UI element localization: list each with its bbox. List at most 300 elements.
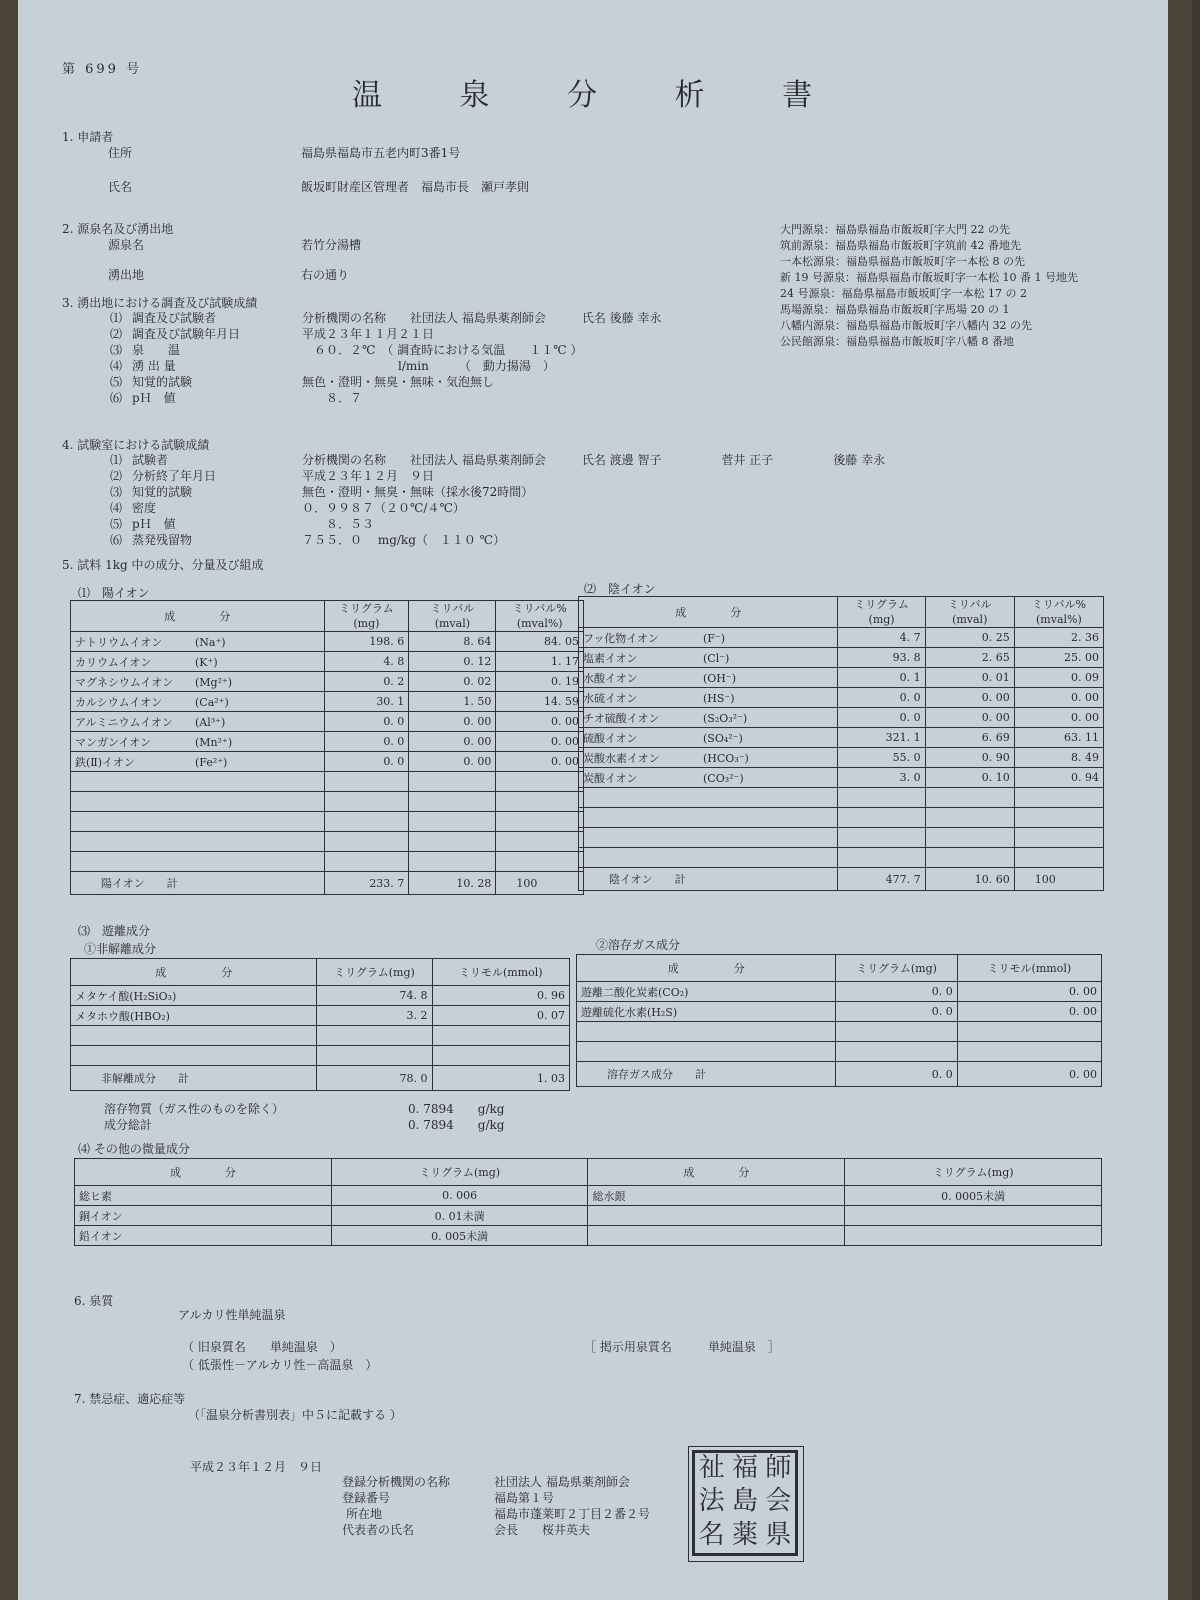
cation-mg: 30. 1 [324, 692, 409, 712]
anion-empty-cell [1014, 848, 1103, 868]
seal-character: 薬 [731, 1519, 758, 1550]
s3-row-label: pＨ 値 [132, 391, 176, 405]
anion-empty-cell [838, 848, 925, 868]
cation-pct: 0. 00 [496, 732, 584, 752]
s4-row-number: ⑴ [110, 453, 123, 467]
s4-row [110, 468, 885, 484]
cation-pct: 84. 05 [496, 632, 584, 652]
s7-text: （「温泉分析書別表」中５に記載する ） [188, 1408, 402, 1422]
s4-row-number: ⑸ [110, 517, 123, 531]
gas-mmol: 0. 00 [957, 982, 1101, 1002]
cation-formula: (Ca²⁺) [195, 695, 229, 709]
cation-pct: 0. 00 [496, 752, 584, 772]
anion-mval: 0. 00 [925, 708, 1014, 728]
s4-row-value: ７５５．０ mg/kg（ １１０ ℃） [302, 533, 506, 547]
s4-row [110, 516, 885, 532]
anion-name-cell [579, 648, 838, 668]
anion-header-row [579, 597, 1104, 628]
s3-row-number: ⑴ [110, 311, 123, 325]
anion-name: フッ化物イオン [583, 631, 659, 645]
cation-row [71, 652, 584, 672]
s2-location-label: 湧出地 [108, 268, 145, 282]
cation-pct: 0. 19 [496, 672, 584, 692]
anion-mg: 0. 1 [838, 668, 925, 688]
anion-empty-cell [1014, 808, 1103, 828]
nondissociated-name-cell [71, 1006, 317, 1026]
cation-pct: 0. 00 [496, 712, 584, 732]
trace-name: 総ヒ素 [75, 1186, 332, 1206]
anion-empty-cell [1014, 788, 1103, 808]
s3-row [110, 374, 661, 390]
old-quality-name: （ 旧泉質名 単純温泉 ） [182, 1340, 342, 1354]
anion-name-cell [579, 708, 838, 728]
nondissociated-header-cell: 成 分 [71, 959, 317, 986]
cation-total-mval: 10. 28 [409, 872, 496, 895]
s2-source: 若竹分湯槽 [301, 238, 362, 252]
anion-formula: (HCO₃⁻) [703, 751, 749, 765]
anion-mg: 0. 0 [838, 688, 925, 708]
s3-row-label: 湧 出 量 [132, 359, 176, 373]
cation-header-row [71, 601, 584, 632]
s3-row-number: ⑹ [110, 391, 123, 405]
cation-empty-cell [409, 772, 496, 792]
s3-row-label: 調査及び試験者 [132, 311, 217, 325]
cation-name: 鉄(Ⅱ)イオン [75, 755, 135, 769]
gas-header-row [577, 955, 1102, 982]
nondissociated-empty-cell [432, 1046, 569, 1066]
cation-empty-cell [324, 832, 409, 852]
cation-empty-cell [496, 812, 584, 832]
anion-header-cell: ミリバル (mval) [925, 597, 1014, 628]
cation-mval: 0. 00 [409, 732, 496, 752]
trace-name-2 [588, 1226, 845, 1246]
cation-empty-cell [324, 772, 409, 792]
anion-empty-cell [579, 808, 838, 828]
gas-empty-cell [957, 1022, 1101, 1042]
s4-row-value: 分析機関の名称 社団法人 福島県薬剤師会 氏名 渡邊 智子 菅井 正子 後藤 幸永 [302, 453, 886, 467]
nondissociated-name: メタホウ酸 [75, 1009, 130, 1023]
footer-addr: 福島市蓬莱町２丁目２番２号 [494, 1507, 651, 1521]
s3-row-number: ⑷ [110, 359, 123, 373]
anion-mval: 2. 65 [925, 648, 1014, 668]
s4-row-number: ⑶ [110, 485, 123, 499]
anion-name: 塩素イオン [583, 651, 638, 665]
s3-row-number: ⑸ [110, 375, 123, 389]
source-line: 新 19 号源泉：福島県福島市飯坂町字一本松 10 番 1 号地先 [780, 271, 1078, 284]
anion-empty-row [579, 828, 1104, 848]
s3-row-value: ８．７ [302, 391, 363, 405]
anion-empty-cell [579, 848, 838, 868]
nondissociated-empty-row [71, 1046, 570, 1066]
anion-name: チオ硫酸イオン [583, 711, 660, 725]
s4-row-label: 試験者 [132, 453, 169, 467]
trace-name-2: 総水銀 [588, 1186, 845, 1206]
source-line: 大門源泉：福島県福島市飯坂町字大門 22 の先 [780, 223, 1010, 236]
cation-name: ナトリウムイオン [75, 635, 163, 649]
s3-row-value: l/min （ 動力揚湯 ） [302, 359, 555, 373]
anion-empty-cell [838, 828, 925, 848]
trace-mg-2 [845, 1226, 1102, 1246]
anion-pct: 8. 49 [1014, 748, 1103, 768]
nondissociated-empty-cell [71, 1046, 317, 1066]
s4-row-label: 密度 [132, 501, 157, 515]
seal-character: 県 [765, 1519, 792, 1550]
anion-total-label: 陰イオン 計 [579, 868, 838, 891]
anion-mval: 0. 90 [925, 748, 1014, 768]
anion-mg: 55. 0 [838, 748, 925, 768]
nondissociated-total-row [71, 1066, 570, 1091]
s4-row-value: 平成２３年１２月 ９日 [302, 469, 435, 483]
anion-total-pct: 100 [1014, 868, 1103, 891]
cation-mg: 4. 8 [324, 652, 409, 672]
cation-name: カルシウムイオン [75, 695, 163, 709]
cation-row [71, 672, 584, 692]
seal-character: 祉 [698, 1453, 725, 1483]
anion-empty-cell [925, 828, 1014, 848]
anion-name: 水硫イオン [583, 691, 638, 705]
s3-row [110, 310, 661, 326]
anion-empty-cell [838, 808, 925, 828]
total-components-value: 0. 7894 g/kg [408, 1118, 505, 1132]
cation-header-cell: ミリバル (mval) [409, 601, 496, 632]
trace-header-cell: ミリグラム(mg) [331, 1159, 588, 1186]
trace-mg-2 [845, 1206, 1102, 1226]
anion-formula: (SO₄²⁻) [703, 731, 743, 745]
cation-empty-row [71, 832, 584, 852]
source-line: 一本松源泉：福島県福島市飯坂町字一本松 8 の先 [780, 255, 1025, 268]
anion-name-cell [579, 628, 838, 648]
cation-total-mg: 233. 7 [324, 872, 409, 895]
s4-row-value: 無色・澄明・無臭・無味（採水後72時間） [302, 485, 534, 499]
document-title: 温 泉 分 析 書 [352, 78, 847, 113]
nondissociated-mmol: 0. 07 [432, 1006, 569, 1026]
anion-empty-cell [925, 808, 1014, 828]
gas-row [577, 1002, 1102, 1022]
gas-total-row [577, 1062, 1102, 1087]
nondissociated-table [70, 958, 570, 1091]
nondissociated-empty-row [71, 1026, 570, 1046]
anion-total-mval: 10. 60 [925, 868, 1014, 891]
cation-name-cell [71, 732, 325, 752]
cation-name-cell [71, 632, 325, 652]
cation-mval: 0. 00 [409, 712, 496, 732]
anion-mg: 93. 8 [838, 648, 925, 668]
anion-name-cell [579, 728, 838, 748]
nondissociated-header-cell: ミリモル(mmol) [432, 959, 569, 986]
cation-total-label: 陽イオン 計 [71, 872, 325, 895]
seal-character: 師 [765, 1453, 792, 1483]
s7-heading: 7. 禁忌症、適応症等 [74, 1392, 186, 1406]
cation-mval: 1. 50 [409, 692, 496, 712]
s1-address-label: 住所 [108, 146, 133, 160]
anion-row [579, 648, 1104, 668]
cation-row [71, 732, 584, 752]
cation-empty-cell [71, 832, 325, 852]
cation-header-cell: ミリグラム (mg) [324, 601, 409, 632]
gas-empty-cell [577, 1022, 836, 1042]
trace-mg: 0. 01未満 [331, 1206, 588, 1226]
nondissociated-row [71, 986, 570, 1006]
footer-reg-label: 登録番号 [342, 1491, 391, 1505]
source-list [780, 222, 1078, 350]
dissolved-matter-value: 0. 7894 g/kg [408, 1102, 505, 1116]
official-seal [692, 1450, 798, 1556]
anion-total-mg: 477. 7 [838, 868, 925, 891]
source-line: 24 号源泉：福島県福島市飯坂町字一本松 17 の 2 [780, 287, 1027, 300]
gas-empty-cell [836, 1022, 957, 1042]
anion-formula: (CO₃²⁻) [703, 771, 744, 785]
footer-org-label: 登録分析機関の名称 [342, 1475, 451, 1489]
cation-empty-row [71, 772, 584, 792]
anion-pct: 0. 09 [1014, 668, 1103, 688]
dissolved-gas-title: ②溶存ガス成分 [596, 938, 681, 952]
cation-empty-cell [71, 852, 325, 872]
cation-row [71, 712, 584, 732]
gas-empty-row [577, 1042, 1102, 1062]
cation-row [71, 692, 584, 712]
spring-quality: アルカリ性単純温泉 [178, 1308, 286, 1322]
anion-pct: 2. 36 [1014, 628, 1103, 648]
gas-empty-cell [577, 1042, 836, 1062]
gas-header-cell: 成 分 [577, 955, 836, 982]
seal-character: 法 [698, 1486, 725, 1517]
seal-character: 島 [731, 1486, 758, 1517]
s3-row-value: 無色・澄明・無臭・無味・気泡無し [302, 375, 495, 389]
gas-total-label: 溶存ガス成分 計 [577, 1062, 836, 1087]
anion-formula: (F⁻) [703, 631, 726, 645]
trace-header-cell: 成 分 [75, 1159, 332, 1186]
anion-empty-cell [925, 848, 1014, 868]
s4-row-label: pＨ 値 [132, 517, 176, 531]
s3-heading: 3. 湧出地における調査及び試験成績 [62, 296, 258, 310]
anion-empty-row [579, 808, 1104, 828]
anion-empty-cell [579, 788, 838, 808]
s2-heading: 2. 源泉名及び湧出地 [62, 222, 174, 236]
gas-total-mmol: 0. 00 [957, 1062, 1101, 1087]
cation-empty-cell [409, 832, 496, 852]
document-sheet [18, 0, 1168, 1600]
s3-row-label: 知覚的試験 [132, 375, 193, 389]
anion-name-cell [579, 688, 838, 708]
trace-name: 銅イオン [75, 1206, 332, 1226]
cation-mval: 0. 02 [409, 672, 496, 692]
anion-mg: 4. 7 [838, 628, 925, 648]
cation-name-cell [71, 672, 325, 692]
trace-header-cell: 成 分 [588, 1159, 845, 1186]
footer-reg: 福島第１号 [494, 1491, 555, 1505]
cation-name-cell [71, 692, 325, 712]
anion-formula: (Cl⁻) [703, 651, 730, 665]
nondissociated-total-mmol: 1. 03 [432, 1066, 569, 1091]
cation-name: カリウムイオン [75, 655, 152, 669]
cation-empty-row [71, 812, 584, 832]
s4-row-number: ⑵ [110, 469, 123, 483]
gas-total-mg: 0. 0 [836, 1062, 957, 1087]
cation-empty-cell [496, 772, 584, 792]
s4-row-value: ８．５３ [302, 517, 375, 531]
trace-row [75, 1206, 1102, 1226]
nondissociated-mg: 3. 2 [317, 1006, 432, 1026]
anion-pct: 63. 11 [1014, 728, 1103, 748]
s6-heading: 6. 泉質 [74, 1294, 114, 1308]
nondissociated-name-cell [71, 986, 317, 1006]
anion-mval: 0. 01 [925, 668, 1014, 688]
trace-row [75, 1186, 1102, 1206]
cation-empty-cell [496, 792, 584, 812]
anion-name: 水酸イオン [583, 671, 638, 685]
footer-org: 社団法人 福島県薬剤師会 [494, 1475, 630, 1489]
cation-name-cell [71, 712, 325, 732]
anion-mval: 0. 25 [925, 628, 1014, 648]
anion-header-cell: 成 分 [579, 597, 838, 628]
anion-header-cell: ミリグラム (mg) [838, 597, 925, 628]
anion-header-cell: ミリバル% (mval%) [1014, 597, 1103, 628]
s3-row [110, 358, 661, 374]
cation-empty-row [71, 852, 584, 872]
cation-table [70, 600, 584, 895]
cation-empty-cell [496, 832, 584, 852]
nondissociated-row [71, 1006, 570, 1026]
cation-empty-cell [71, 772, 325, 792]
cation-empty-cell [71, 812, 325, 832]
anion-name-cell [579, 668, 838, 688]
footer-labels [342, 1474, 450, 1538]
cation-formula: (Al³⁺) [195, 715, 226, 729]
cation-empty-cell [324, 852, 409, 872]
nondissociated-mmol: 0. 96 [432, 986, 569, 1006]
s4-row-number: ⑷ [110, 501, 123, 515]
source-line: 公民館源泉：福島県福島市飯坂町字八幡 8 番地 [780, 335, 1014, 348]
s2-location: 右の通り [301, 268, 350, 282]
document-number: 第 699 号 [62, 62, 143, 77]
cation-formula: (Mn²⁺) [195, 735, 233, 749]
cation-mg: 0. 0 [324, 712, 409, 732]
gas-mmol: 0. 00 [957, 1002, 1101, 1022]
anion-name-cell [579, 748, 838, 768]
gas-mg: 0. 0 [836, 1002, 957, 1022]
footer-date: 平成２３年１２月 ９日 [190, 1460, 323, 1474]
s4-heading: 4. 試験室における試験成績 [62, 438, 210, 452]
cation-formula: (Mg²⁺) [195, 675, 233, 689]
gas-header-cell: ミリモル(mmol) [957, 955, 1101, 982]
gas-empty-row [577, 1022, 1102, 1042]
s4-row-label: 分析終了年月日 [132, 469, 217, 483]
anion-row [579, 628, 1104, 648]
nondissociated-empty-cell [432, 1026, 569, 1046]
source-line: 八幡内源泉：福島県福島市飯坂町字八幡内 32 の先 [780, 319, 1032, 332]
anion-row [579, 668, 1104, 688]
s4-row [110, 532, 885, 548]
s3-row-number: ⑶ [110, 343, 123, 357]
trace-mg-2: 0. 0005未満 [845, 1186, 1102, 1206]
anion-pct: 0. 00 [1014, 708, 1103, 728]
s3-row-number: ⑵ [110, 327, 123, 341]
anion-empty-cell [838, 788, 925, 808]
cation-pct: 14. 59 [496, 692, 584, 712]
s4-row [110, 484, 885, 500]
free-components-heading: ⑶ 遊離成分 [78, 924, 151, 938]
nondissociated-formula: (H₂SiO₃) [129, 989, 177, 1003]
cation-mval: 8. 64 [409, 632, 496, 652]
cation-row [71, 752, 584, 772]
nondissociated-formula: (HBO₂) [130, 1009, 170, 1023]
s3-row-label: 調査及び試験年月日 [132, 327, 241, 341]
anion-empty-cell [1014, 828, 1103, 848]
nondissociated-title: ①非解離成分 [84, 942, 157, 956]
anion-title: ⑵ 陰イオン [584, 582, 656, 596]
anion-empty-cell [925, 788, 1014, 808]
trace-mg: 0. 005未満 [331, 1226, 588, 1246]
cation-mval: 0. 00 [409, 752, 496, 772]
anion-name: 硫酸イオン [583, 731, 638, 745]
display-quality-name: ［ 掲示用泉質名 単純温泉 ］ [584, 1340, 780, 1354]
frame-edge [1192, 0, 1200, 1600]
anion-total-row [579, 868, 1104, 891]
anion-formula: (OH⁻) [703, 671, 736, 685]
anion-mval: 6. 69 [925, 728, 1014, 748]
anion-mg: 321. 1 [838, 728, 925, 748]
s3-row-value: ６０．２℃ （ 調査時における気温 １１℃ ） [302, 343, 583, 357]
anion-pct: 25. 00 [1014, 648, 1103, 668]
trace-name-2 [588, 1206, 845, 1226]
anion-row [579, 688, 1104, 708]
cation-formula: (Na⁺) [195, 635, 226, 649]
anion-mg: 3. 0 [838, 768, 925, 788]
nondissociated-empty-cell [71, 1026, 317, 1046]
cation-name: マンガンイオン [75, 735, 152, 749]
s3-row [110, 390, 661, 406]
s5-heading: 5. 試料 1kg 中の成分、分量及び組成 [62, 558, 264, 572]
anion-formula: (HS⁻) [703, 691, 735, 705]
s1-name-label: 氏名 [108, 180, 133, 194]
gas-header-cell: ミリグラム(mg) [836, 955, 957, 982]
trace-row [75, 1226, 1102, 1246]
cation-empty-cell [324, 812, 409, 832]
cation-mg: 198. 6 [324, 632, 409, 652]
source-line: 馬場源泉：福島県福島市飯坂町字馬場 20 の 1 [780, 303, 1010, 316]
s2-source-label: 源泉名 [108, 238, 145, 252]
gas-mg: 0. 0 [836, 982, 957, 1002]
seal-character: 名 [698, 1519, 725, 1550]
gas-name-cell [577, 1002, 836, 1022]
gas-name: 遊離二酸化炭素 [581, 985, 658, 999]
cation-row [71, 632, 584, 652]
footer-rep: 会長 桜井英夫 [494, 1523, 591, 1537]
footer-rep-label: 代表者の氏名 [342, 1523, 415, 1537]
anion-mval: 0. 00 [925, 688, 1014, 708]
cation-mg: 0. 2 [324, 672, 409, 692]
anion-name-cell [579, 768, 838, 788]
anion-formula: (S₂O₃²⁻) [703, 711, 748, 725]
cation-name-cell [71, 652, 325, 672]
nondissociated-empty-cell [317, 1026, 432, 1046]
footer-values [494, 1474, 650, 1538]
cation-title: ⑴ 陽イオン [78, 586, 150, 600]
gas-empty-cell [957, 1042, 1101, 1062]
anion-pct: 0. 94 [1014, 768, 1103, 788]
nondissociated-total-label: 非解離成分 計 [71, 1066, 317, 1091]
nondissociated-header-cell: ミリグラム(mg) [317, 959, 432, 986]
s4-row-value: ０．９９８７（２０℃/４℃） [302, 501, 465, 515]
s4-row-number: ⑹ [110, 533, 123, 547]
cation-mval: 0. 12 [409, 652, 496, 672]
anion-row [579, 708, 1104, 728]
cation-empty-cell [324, 792, 409, 812]
footer-addr-label: 所在地 [346, 1507, 383, 1521]
cation-mg: 0. 0 [324, 732, 409, 752]
s3-row-value: 分析機関の名称 社団法人 福島県薬剤師会 氏名 後藤 幸永 [302, 311, 662, 325]
nondissociated-name: メタケイ酸 [75, 989, 130, 1003]
